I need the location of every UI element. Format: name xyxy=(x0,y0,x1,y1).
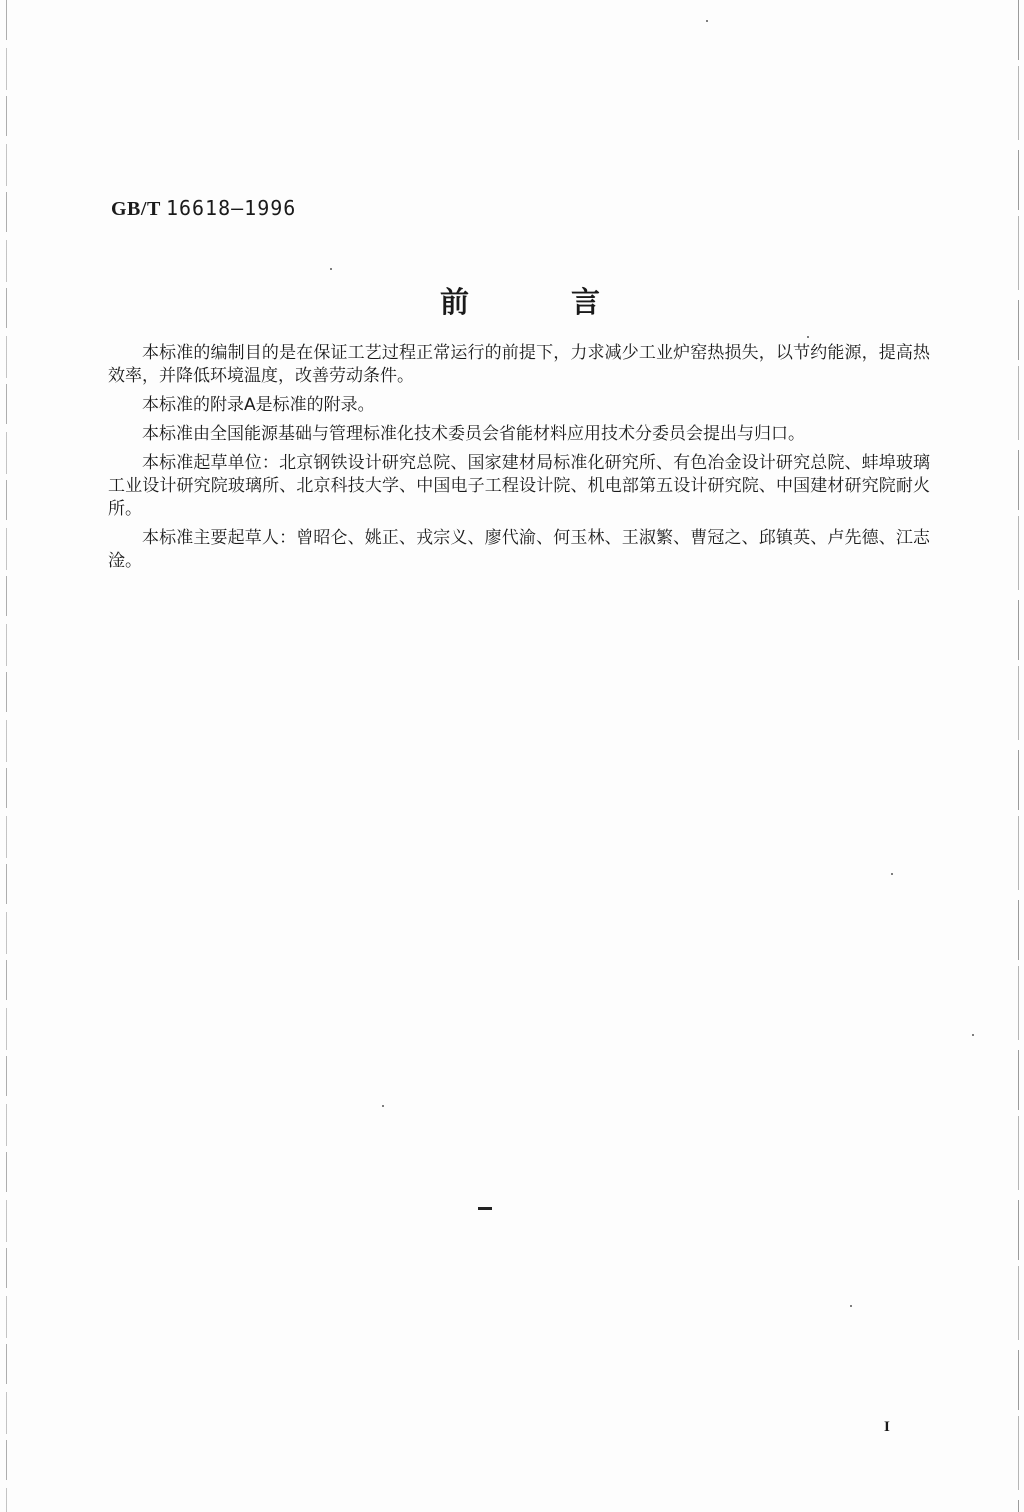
standard-prefix: GB/T xyxy=(111,198,161,220)
scan-speck xyxy=(807,336,809,338)
scan-speck xyxy=(891,873,893,875)
paragraph-appendix: 本标准的附录A是标准的附录。 xyxy=(142,395,375,415)
title-char-1: 前 xyxy=(440,285,470,319)
paragraph-purpose: 本标准的编制目的是在保证工艺过程正常运行的前提下，力求减少工业炉窑热损失，以节约能源，提高热效率，并降低环境温度，改善劳动条件。 xyxy=(108,343,930,386)
scan-edge-left xyxy=(6,0,7,1512)
foreword-body xyxy=(108,342,930,579)
scan-speck xyxy=(382,1105,384,1107)
page-number: I xyxy=(884,1419,890,1435)
scan-speck xyxy=(972,1034,974,1036)
scan-speck xyxy=(706,20,708,22)
standard-code xyxy=(111,196,296,221)
standard-number: 16618—1996 xyxy=(165,196,297,220)
paragraph-drafters: 本标准主要起草人：曾昭仑、姚正、戎宗义、廖代渝、何玉林、王淑繁、曹冠之、邱镇英、卢先德、江志淦。 xyxy=(108,528,930,571)
scan-dash-mark xyxy=(478,1207,492,1210)
scan-speck xyxy=(330,268,332,270)
title-char-2: 言 xyxy=(570,285,600,319)
scan-speck xyxy=(850,1305,852,1307)
scan-edge-right xyxy=(1018,0,1019,1512)
paragraph-proposer: 本标准由全国能源基础与管理标准化技术委员会省能材料应用技术分委员会提出与归口。 xyxy=(142,424,805,444)
page-title xyxy=(440,280,600,321)
paragraph-drafting-units: 本标准起草单位：北京钢铁设计研究总院、国家建材局标准化研究所、有色冶金设计研究总院、蚌埠玻璃工业设计研究院玻璃所、北京科技大学、中国电子工程设计院、机电部第五设计研究院、中国建材研究院耐火所。 xyxy=(108,453,930,519)
